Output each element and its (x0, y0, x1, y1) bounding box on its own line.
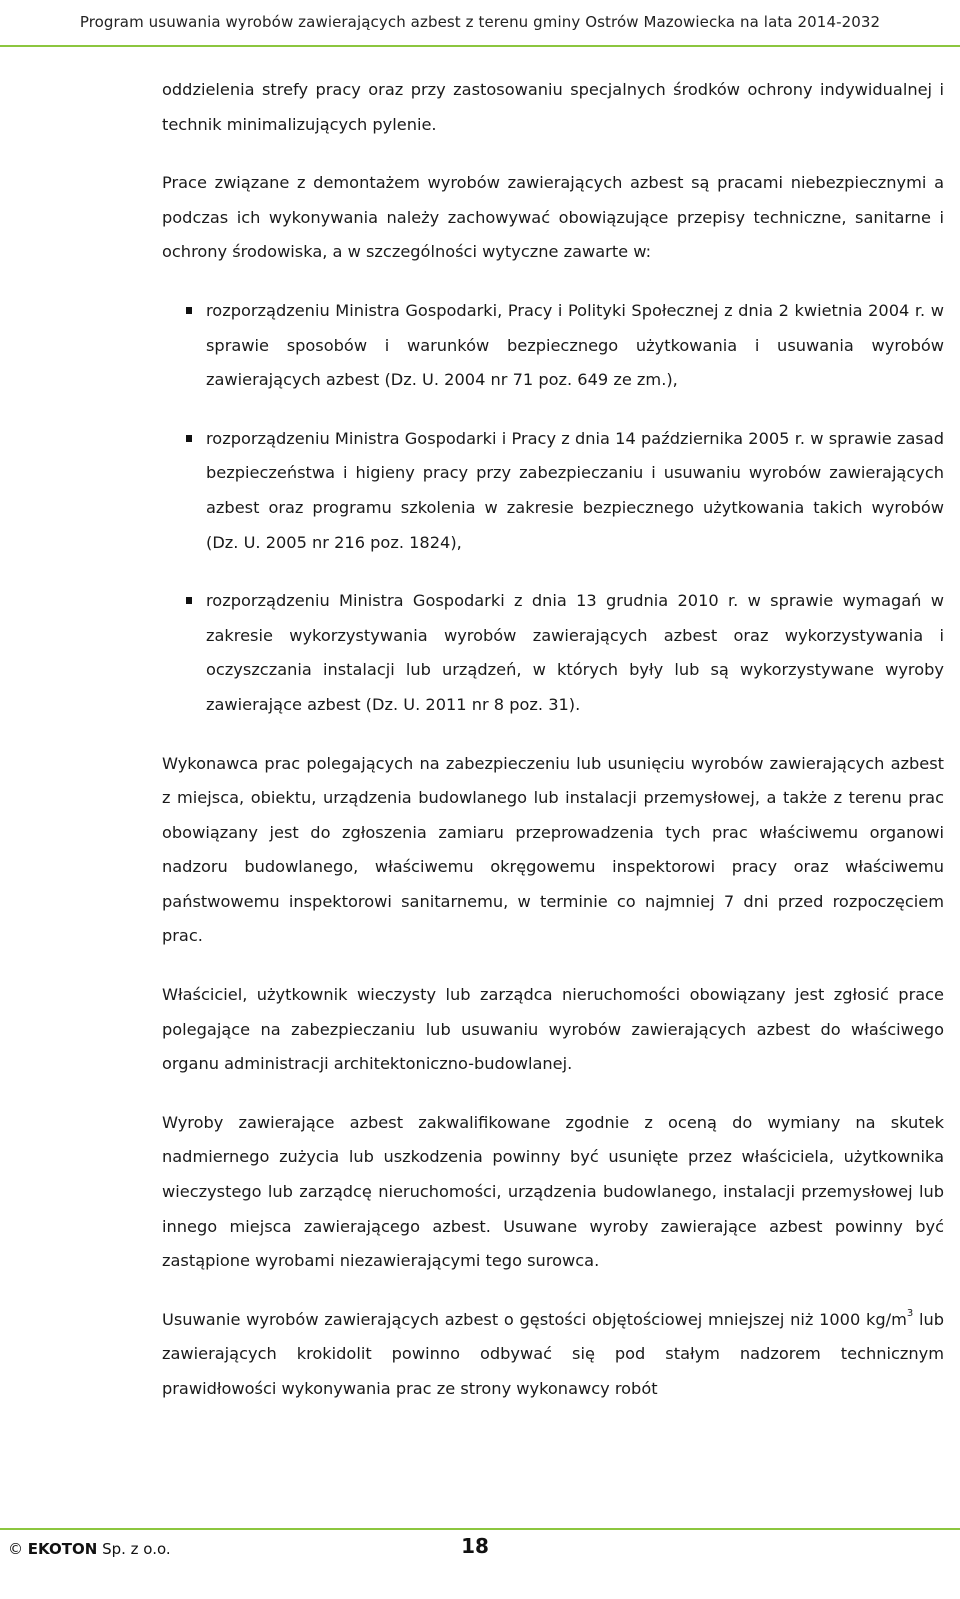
square-bullet-icon (186, 307, 192, 314)
company-name: EKOTON (27, 1540, 98, 1558)
paragraph: Wyroby zawierające azbest zakwalifikowane zgodnie z oceną do wymiany na skutek nadmiernego zużycia lub uszkodzenia powinny być usunięte przez właściciela, użytkownika wieczystego lub zarządcę nieruchomości, urządzenia budowlanego, instalacji przemysłowej lub innego miejsca zawierającego azbest. Usuwane wyroby zawierające azbest powinny być zastąpione wyrobami niezawierającymi tego surowca. (162, 1112, 944, 1271)
page-header (0, 0, 960, 44)
paragraph-text: Usuwanie wyrobów zawierających azbest o gęstości objętościowej mniejszej niż 1000 kg/m (162, 1309, 907, 1329)
paragraph: oddzielenia strefy pracy oraz przy zastosowaniu specjalnych środków ochrony indywidualnej i technik minimalizujących pylenie. (162, 80, 944, 134)
paragraph: Wykonawca prac polegających na zabezpieczeniu lub usunięciu wyrobów zawierających azbest z miejsca, obiektu, urządzenia budowlanego lub instalacji przemysłowej, a także z terenu prac obowiązany jest do zgłoszenia zamiaru przeprowadzenia tych prac właściwemu organowi nadzoru budowlanego, właściwemu okręgowemu inspektorowi pracy oraz właściwemu państwowemu inspektorowi sanitarnemu, w terminie co najmniej 7 dni przed rozpoczęciem prac. (162, 753, 944, 946)
footer-company (8, 1539, 171, 1559)
paragraph: Właściciel, użytkownik wieczysty lub zarządca nieruchomości obowiązany jest zgłosić prace polegające na zabezpieczaniu lub usuwaniu wyrobów zawierających azbest do właściwego organu administracji architektoniczno-budowlanej. (162, 985, 944, 1074)
square-bullet-icon (186, 597, 192, 604)
copyright-symbol: © (8, 1540, 23, 1558)
company-suffix: Sp. z o.o. (102, 1540, 171, 1558)
list-item-text: rozporządzeniu Ministra Gospodarki z dnia 13 grudnia 2010 r. w sprawie wymagań w zakresie wykorzystywania wyrobów zawierających azbest oraz wykorzystywania i oczyszczania instalacji lub urządzeń, w których były lub są wykorzystywane wyroby zawierające azbest (Dz. U. 2011 nr 8 poz. 31). (206, 591, 944, 714)
paragraph-text-continued: lub zawierających krokidolit powinno odbywać się pod stałym nadzorem technicznym prawidłowości wykonywania prac ze strony wykonawcy robót (162, 1309, 944, 1398)
list-item (162, 422, 944, 560)
paragraph: Prace związane z demontażem wyrobów zawierających azbest są pracami niebezpiecznymi a podczas ich wykonywania należy zachowywać obowiązujące przepisy techniczne, sanitarne i ochrony środowiska, a w szczególności wytyczne zawarte w: (162, 173, 944, 262)
list-item-text: rozporządzeniu Ministra Gospodarki i Pracy z dnia 14 października 2005 r. w sprawie zasad bezpieczeństwa i higieny pracy przy zabezpieczaniu i usuwaniu wyrobów zawierających azbest oraz programu szkolenia w zakresie bezpiecznego użytkowania takich wyrobów (Dz. U. 2005 nr 216 poz. 1824), (206, 428, 944, 552)
list-item-text: rozporządzeniu Ministra Gospodarki, Pracy i Polityki Społecznej z dnia 2 kwietnia 2004 r. w sprawie sposobów i warunków bezpiecznego użytkowania i usuwania wyrobów zawierających azbest (Dz. U. 2004 nr 71 poz. 649 ze zm.), (206, 300, 944, 390)
page-number: 18 (461, 1534, 489, 1558)
header-divider (0, 45, 960, 47)
list-item (162, 294, 944, 398)
paragraph (162, 1303, 944, 1407)
regulations-list (162, 294, 944, 723)
footer-divider (0, 1528, 960, 1530)
header-title: Program usuwania wyrobów zawierających azbest z terenu gminy Ostrów Mazowiecka na lata 2014-2032 (79, 13, 881, 31)
superscript: 3 (906, 1308, 914, 1320)
document-body (162, 73, 944, 1407)
square-bullet-icon (186, 435, 192, 442)
list-item (162, 584, 944, 722)
